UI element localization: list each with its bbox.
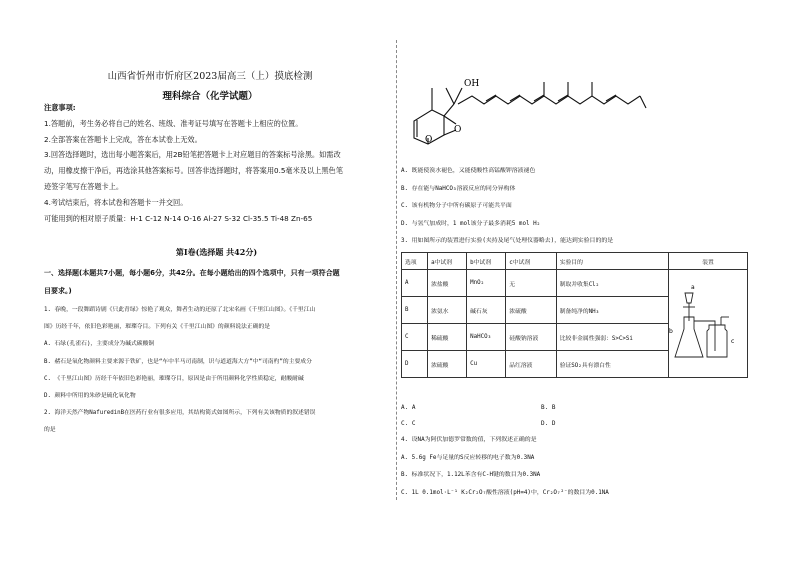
apparatus-cell (669, 270, 748, 378)
exam-title: 山西省忻州市忻府区2023届高三（上）摸底检测 (107, 71, 313, 82)
section-intro-line: 一、选择题(本题共7小题，每小题6分，共42分。在每小题给出的四个选项中，只有一项符合题 (44, 269, 340, 277)
table-cell: 无 (506, 270, 556, 297)
table-cell: 碱石灰 (467, 297, 506, 324)
table-cell: 稀硫酸 (428, 324, 467, 351)
section-title: 第Ⅰ卷(选择题 共42分) (175, 247, 258, 257)
table-header-row (402, 253, 748, 270)
ring-o-label: O (454, 125, 462, 135)
notice-item: 动，用橡皮擦干净后，再选涂其他答案标号。回答非选择题时，将答案用0.5毫米及以上黑色笔 (44, 166, 343, 176)
q3-option-a: A. A (401, 404, 416, 411)
table-cell: 比较非金属性强弱：S>C>Si (556, 324, 668, 351)
table-cell: 制备纯净的NH₃ (556, 297, 668, 324)
table-header-cell: c中试剂 (506, 253, 556, 270)
label-b: b (669, 327, 673, 335)
q2-option-b: B. 存在能与NaHCO₃溶液反应的同分异构体 (401, 185, 516, 192)
table-header-cell: 实验目的 (556, 253, 668, 270)
table-header-cell: a中试剂 (428, 253, 467, 270)
q4-option-b: B. 标准状况下，1.12L苯含有C-H键的数目为0.3NA (401, 472, 541, 478)
table-cell: D (402, 351, 428, 378)
notice-block (44, 100, 389, 226)
q1-option-b: B. 赭石是氧化物颜料主要来源于铁矿，也是“车中半马司南制，识与道道海大方”中“司南杓”的主要成分 (44, 358, 312, 365)
table-cell: NaHCO₃ (467, 324, 506, 351)
q2-option-a: A. 既能使溴水褪色，又能使酸性高锰酸钾溶液褪色 (401, 168, 536, 174)
table-cell: 制取并收集Cl₂ (556, 270, 668, 297)
table-cell: 浓氨水 (428, 297, 467, 324)
q4-option-a: A. 5.6g Fe与足量的S反应转移的电子数为0.3NA (401, 454, 535, 461)
q1-option-d: D. 颜料中所用的朱砂是硫化氧化物 (44, 393, 136, 400)
atomic-mass-line: 可能用到的相对原子质量：H-1 C-12 N-14 O-16 Al-27 S-32 Cl-35.5 Ti-48 Zn-65 (44, 213, 313, 223)
label-a: a (691, 283, 695, 291)
table-cell: A (402, 270, 428, 297)
q3-table (401, 252, 748, 378)
q3-option-b: B. B (541, 404, 556, 411)
table-cell: B (402, 297, 428, 324)
table-header-cell: 选项 (402, 253, 428, 270)
q3-answers-right (541, 400, 661, 432)
apparatus-diagram (669, 271, 747, 375)
table-cell: C (402, 324, 428, 351)
table-header-cell: 装置 (669, 253, 748, 270)
q2-stem: 2. 海洋天然产物NafuredinB在医药行业有很多应用，其结构简式如图所示，下列有关该物质的叙述错误 (44, 410, 316, 417)
section-intro-line: 目要求。) (44, 287, 72, 295)
section-intro (44, 264, 390, 300)
exam-subtitle: 理科综合（化学试题） (162, 91, 258, 102)
q3-option-c: C. C (401, 420, 416, 427)
table-cell: 浓硫酸 (506, 297, 556, 324)
q3-answers-left (401, 400, 541, 432)
question-4 (401, 432, 751, 502)
column-divider (396, 40, 397, 500)
table-cell: 品红溶液 (506, 351, 556, 378)
q3-stem: 3. 用如图所示的装置进行实验(夹持及尾气处理仪器略去)，能达到实验目的的是 (401, 238, 614, 245)
notice-item: 迹签字笔写在答题卡上。 (44, 181, 124, 191)
table-cell: Cu (467, 351, 506, 378)
table-cell: MnO₂ (467, 270, 506, 297)
table-cell: 验证SO₂具有漂白性 (556, 351, 668, 378)
q1-option-a: A. 石绿(孔雀石)，主要成分为碱式碳酸铜 (44, 341, 155, 348)
q2-option-d: D. 与氢气加成时，1 mol该分子最多消耗5 mol H₂ (401, 220, 541, 227)
oh-label: OH (464, 79, 480, 89)
q2-stem: 的是 (44, 427, 56, 434)
table-header-cell: b中试剂 (467, 253, 506, 270)
notice-item: 3.回答选择题时，选出每小题答案后，用2B铅笔把答题卡上对应题目的答案标号涂黑。如需改 (44, 150, 341, 160)
q3-option-d: D. D (541, 420, 556, 427)
notice-item: 4.考试结束后，将本试卷和答题卡一并交回。 (44, 197, 188, 207)
q1-option-c: C. 《千里江山图》历经千年依旧色彩艳丽，璀璨夺目，原因是由于所用颜料化学性质稳定，耐酸耐碱 (44, 375, 304, 382)
table-cell: 浓硫酸 (428, 351, 467, 378)
q2-option-c: C. 该有机物分子中所有碳原子可能共平面 (401, 203, 512, 210)
nafuredin-structure (400, 46, 650, 146)
q4-stem: 4. 设NA为阿伏加德罗常数的值，下列叙述正确的是 (401, 437, 537, 443)
notice-item: 1.答题前，考生务必将自己的姓名、班级、准考证号填写在答题卡上相应的位置。 (44, 118, 303, 128)
q1-stem: 1. 春晚，一段舞蹈诗剧《只此青绿》惊艳了观众，舞者生动的还原了北宋名画《千里江山图》。《千里江山 (44, 307, 316, 313)
q4-option-c: C. 1L 0.1mol·L⁻¹ K₂Cr₂O₇酸性溶液(pH=4)中，Cr₂O₇²⁻的数目为0.1NA (401, 489, 609, 496)
notice-heading: 注意事项: (44, 103, 76, 112)
table-cell: 硅酸钠溶液 (506, 324, 556, 351)
q2-options (401, 163, 751, 251)
table-cell: 浓盐酸 (428, 270, 467, 297)
question-1 (44, 302, 390, 440)
notice-item: 2.全部答案在答题卡上完成，答在本试卷上无效。 (44, 134, 202, 144)
q1-stem: 图》历经千年，依旧色彩艳丽，璀璨夺目。下列有关《千里江山图》的颜料说法正确的是 (44, 324, 271, 331)
table-row (402, 270, 748, 297)
keto-o-label: O (425, 135, 433, 145)
label-c: c (731, 337, 735, 345)
